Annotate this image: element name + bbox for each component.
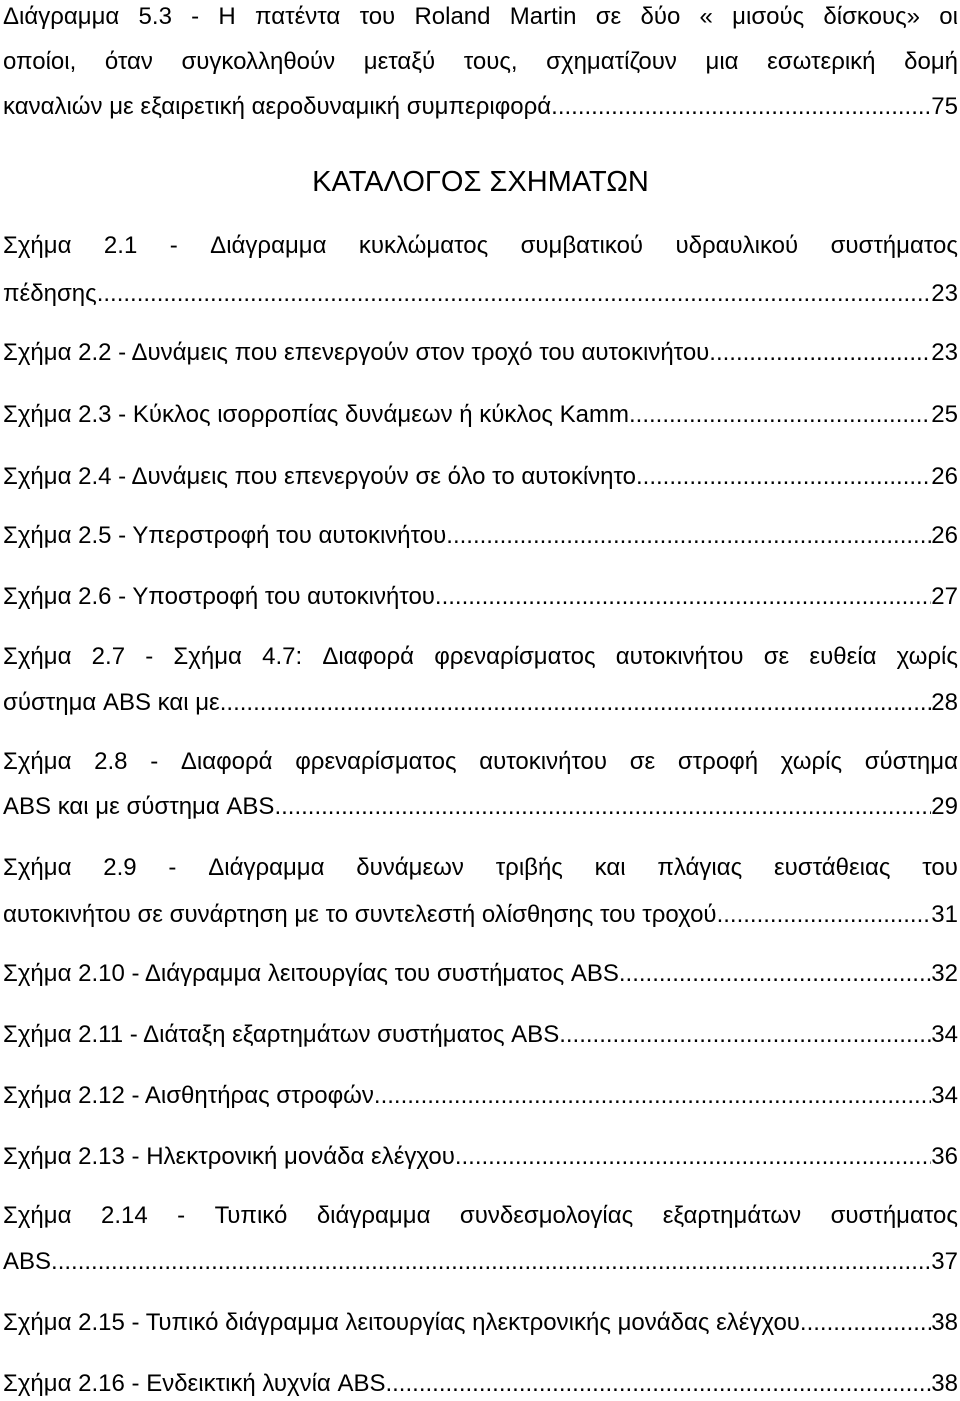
page-number: 75 [931, 93, 958, 120]
word: υδραυλικού [675, 232, 799, 259]
entry-last-line [3, 580, 958, 614]
entry-last-line [3, 1367, 958, 1401]
word: Σχήμα [3, 854, 72, 881]
word: - [145, 643, 154, 670]
entry-last-line [3, 1245, 958, 1279]
word: - [177, 1202, 186, 1229]
word: 2.7 [91, 643, 126, 670]
word: - [169, 232, 178, 259]
word: Διαφορά [180, 748, 273, 775]
entry-title: ABS. [3, 1248, 58, 1275]
word: διάγραμμα [316, 1202, 431, 1229]
entry-title: Σχήμα 2.15 - Τυπικό διάγραμμα λειτουργίας ηλεκτρονικής μονάδας ελέγχου. [3, 1309, 807, 1336]
page-number: 23 [931, 280, 958, 307]
entry-title: Σχήμα 2.5 - Υπερστροφή του αυτοκινήτου. [3, 522, 453, 549]
page-number: 29 [931, 793, 958, 820]
word: Σχήμα [3, 748, 72, 775]
dot-leader [807, 1306, 932, 1340]
word: σχηματίζουν [546, 48, 677, 75]
entry-title: Σχήμα 2.10 - Διάγραμμα λειτουργίας του συστήματος ABS. [3, 960, 626, 987]
word: « [699, 3, 713, 30]
page-number: 38 [931, 1370, 958, 1397]
entry-title: Σχήμα 2.2 - Δυνάμεις που επενεργούν στον τροχό του αυτοκινήτου. [3, 339, 716, 366]
dot-leader [392, 1367, 931, 1401]
word: - [150, 748, 159, 775]
list-of-figures-heading: ΚΑΤΑΛΟΓΟΣ ΣΧΗΜΑΤΩΝ [312, 166, 649, 198]
word: όταν [104, 48, 153, 75]
word: δυνάμεων [356, 854, 464, 881]
entry-line [3, 0, 958, 34]
entry-last-line [3, 90, 958, 124]
entry-title: Σχήμα 2.4 - Δυνάμεις που επενεργούν σε όλο το αυτοκίνητο. [3, 463, 643, 490]
entry-last-line [3, 1306, 958, 1340]
entry-last-line [3, 398, 958, 432]
word: εξαρτημάτων [662, 1202, 802, 1229]
word: - [191, 3, 200, 30]
word: Σχήμα [3, 1202, 72, 1229]
word: αυτοκινήτου [479, 748, 608, 775]
word: φρεναρίσματος [434, 643, 596, 670]
dot-leader [220, 686, 932, 720]
word: εσωτερική [767, 48, 876, 75]
word: χωρίς [896, 643, 958, 670]
page-number: 34 [931, 1021, 958, 1048]
entry-last-line [3, 686, 958, 720]
dot-leader [626, 957, 932, 991]
entry-last-line [3, 460, 958, 494]
word: δομή [904, 48, 958, 75]
word: μεταξύ [363, 48, 436, 75]
word: 2.8 [94, 748, 128, 775]
entry-line [3, 745, 958, 779]
entry-title: Σχήμα 2.16 - Ενδεικτική λυχνία ABS. [3, 1370, 393, 1397]
entry-title: καναλιών με εξαιρετική αεροδυναμική συμπεριφορά. [3, 93, 558, 120]
page-number: 34 [931, 1082, 958, 1109]
word: Σχήμα [3, 232, 72, 259]
word: συστήματος [830, 1202, 958, 1229]
word: σε [763, 643, 790, 670]
word: Roland [414, 3, 491, 30]
entry-line [3, 1199, 958, 1233]
dot-leader [274, 790, 931, 824]
entry-last-line [3, 1079, 958, 1113]
word: 5.3 [138, 3, 172, 30]
dot-leader [636, 398, 932, 432]
entry-title: Σχήμα 2.11 - Διάταξη εξαρτημάτων συστήματος ABS [3, 1021, 560, 1048]
page-number: 25 [931, 401, 958, 428]
word: 2.14 [100, 1202, 148, 1229]
entry-title: Σχήμα 2.3 - Κύκλος ισορροπίας δυνάμεων ή κύκλος Kamm. [3, 401, 636, 428]
page-number: 31 [931, 901, 958, 928]
entry-title: Σχήμα 2.13 - Ηλεκτρονική μονάδα ελέγχου. [3, 1143, 462, 1170]
dot-leader [381, 1079, 932, 1113]
entry-last-line [3, 898, 958, 932]
word: - [168, 854, 177, 881]
dot-leader [462, 1140, 932, 1174]
page-number: 26 [931, 522, 958, 549]
entry-last-line [3, 277, 958, 311]
entry-line [3, 851, 958, 885]
dot-leader [559, 1018, 931, 1052]
word: πατέντα [255, 3, 341, 30]
word: αυτοκινήτου [615, 643, 744, 670]
dot-leader [643, 460, 932, 494]
word: μια [705, 48, 739, 75]
word: 4.7: [262, 643, 303, 670]
page-number: 27 [931, 583, 958, 610]
word: δίσκους» [823, 3, 921, 30]
page-number: 23 [931, 339, 958, 366]
word: Διάγραμμα [208, 854, 325, 881]
entry-title: πέδησης. [3, 280, 104, 307]
word: ευθεία [809, 643, 877, 670]
word: σε [629, 748, 656, 775]
word: τους, [463, 48, 518, 75]
word: Διαφορά [322, 643, 414, 670]
word: δύο [640, 3, 681, 30]
entry-last-line [3, 1140, 958, 1174]
word: Τυπικό [214, 1202, 288, 1229]
entry-title: Σχήμα 2.6 - Υποστροφή του αυτοκινήτου [3, 583, 435, 610]
word: του [359, 3, 396, 30]
word: συνδεσμολογίας [459, 1202, 634, 1229]
dot-leader [58, 1245, 932, 1279]
entry-title: αυτοκινήτου σε συνάρτηση με το συντελεστή ολίσθησης του τροχού [3, 901, 717, 928]
entry-line [3, 229, 958, 263]
entry-last-line [3, 1018, 958, 1052]
word: μισούς [732, 3, 805, 30]
word: ευστάθειας [773, 854, 891, 881]
word: οι [939, 3, 958, 30]
dot-leader [558, 90, 931, 124]
entry-title: σύστημα ABS και με [3, 689, 220, 716]
word: στροφή [677, 748, 759, 775]
word: οποίοι, [3, 48, 77, 75]
word: Martin [509, 3, 577, 30]
entry-line [3, 45, 958, 79]
entry-title: ABS και με σύστημα ABS [3, 793, 275, 820]
word: συμβατικού [520, 232, 644, 259]
word: και [594, 854, 626, 881]
word: φρεναρίσματος [295, 748, 457, 775]
word: 2.1 [103, 232, 138, 259]
dot-leader [435, 580, 931, 614]
entry-last-line [3, 519, 958, 553]
word: σύστημα [864, 748, 958, 775]
dot-leader [453, 519, 931, 553]
word: κυκλώματος [358, 232, 489, 259]
word: Η [218, 3, 236, 30]
page-number: 32 [931, 960, 958, 987]
word: 2.9 [103, 854, 137, 881]
entry-last-line [3, 790, 958, 824]
page-number: 37 [931, 1248, 958, 1275]
word: του [922, 854, 958, 881]
word: Σχήμα [3, 643, 72, 670]
dot-leader [103, 277, 931, 311]
entry-line [3, 640, 958, 674]
word: Σχήμα [173, 643, 242, 670]
entry-title: Σχήμα 2.12 - Αισθητήρας στροφών. [3, 1082, 381, 1109]
word: σε [595, 3, 622, 30]
word: Διάγραμμα [210, 232, 327, 259]
entry-last-line [3, 336, 958, 370]
page-number: 36 [931, 1143, 958, 1170]
word: συγκολληθούν [181, 48, 336, 75]
page-number: 38 [931, 1309, 958, 1336]
word: συστήματος [830, 232, 958, 259]
word: χωρίς [780, 748, 843, 775]
page-number: 28 [931, 689, 958, 716]
word: πλάγιας [657, 854, 743, 881]
entry-last-line [3, 957, 958, 991]
dot-leader [716, 336, 931, 370]
page-number: 26 [931, 463, 958, 490]
word: τριβής [495, 854, 563, 881]
dot-leader [717, 898, 932, 932]
word: Διάγραμμα [3, 3, 120, 30]
